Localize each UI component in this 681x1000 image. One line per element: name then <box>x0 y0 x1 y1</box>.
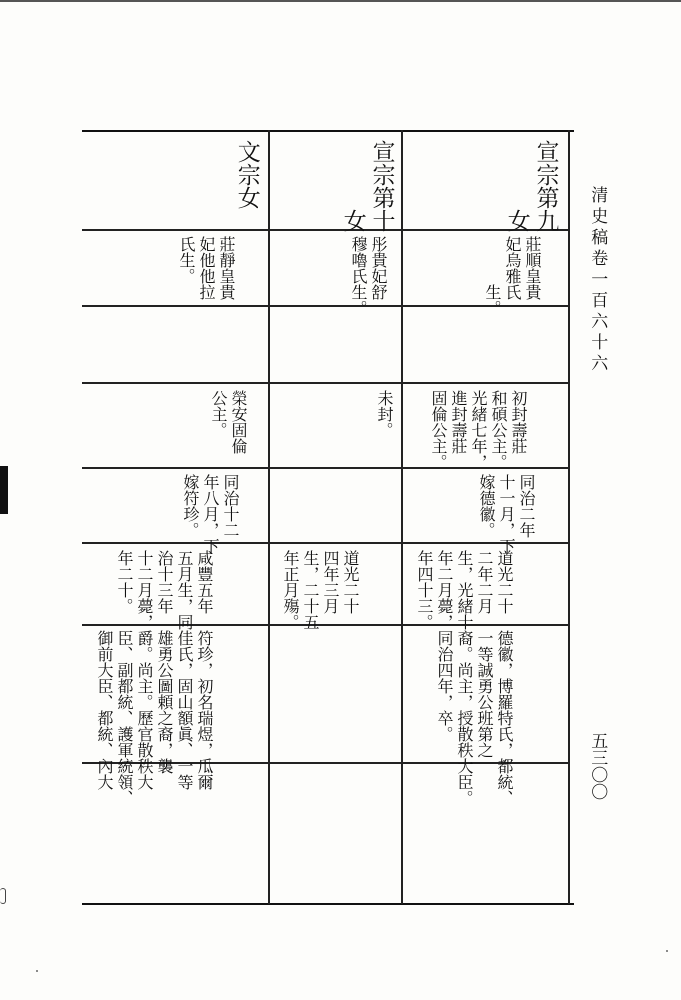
row-rule-3 <box>82 382 570 384</box>
scan-speck <box>36 970 38 972</box>
col3-title: 榮安固倫 公主。 <box>209 390 248 454</box>
col3-marriage: 同治十二 年八月，下 嫁符珍。 <box>181 474 240 554</box>
col3-spouse: 符珍，初名瑞煜，瓜爾 佳氏，固山額眞、一等 雄勇公圖頼之裔，襲 爵。尚主。歷官散秩大 臣、副都統、護軍統領、 御前大臣、都統、內大 <box>95 630 214 806</box>
col2-mother: 彤貴妃舒 穆嚕氏生。 <box>349 236 388 316</box>
running-title: 清史稿卷一百六十六 <box>587 186 608 375</box>
col1-mother: 莊順皇貴 妃烏雅氏 生。 <box>483 236 542 316</box>
col1-title: 初封壽莊 和碩公主。 光緒七年， 進封壽莊 固倫公主。 <box>429 390 528 470</box>
table-top-rule <box>82 130 574 132</box>
scan-margin-mark <box>0 466 8 514</box>
col1-spouse: 德徽，博羅特氏，都統、 一等誠勇公班第之 裔。尚主，授散秩大臣。 同治四年，卒。 <box>435 630 514 806</box>
col3-heading: 文宗女 <box>233 140 260 209</box>
table-bottom-rule <box>82 903 574 905</box>
page-number: 五三〇〇 <box>587 732 608 800</box>
top-border <box>0 0 681 2</box>
col1-heading: 宣宗第九 女 <box>503 140 559 232</box>
column-divider-2 <box>268 130 270 904</box>
table-right-border <box>568 130 570 904</box>
col2-heading: 宣宗第十 女 <box>339 140 395 232</box>
col3-birth-death: 咸豐五年 五月生，同 治十三年 十二月薨， 年二十。 <box>115 550 214 630</box>
row-rule-1 <box>82 229 570 231</box>
column-divider-1 <box>401 130 403 904</box>
col2-title: 未封。 <box>375 390 394 438</box>
col3-mother: 莊靜皇貴 妃他他拉 氏生。 <box>177 236 236 300</box>
col1-marriage: 同治二年 十一月，下 嫁德徽。 <box>477 474 536 554</box>
scan-margin-dot <box>0 888 6 904</box>
col1-birth-death: 道光二十 二年二月 生，光緒十 年二月薨， 年四十三。 <box>415 550 514 630</box>
col2-birth-death: 道光二十 四年三月 生，二十五 年正月殤。 <box>281 550 360 630</box>
scan-speck <box>666 950 668 952</box>
